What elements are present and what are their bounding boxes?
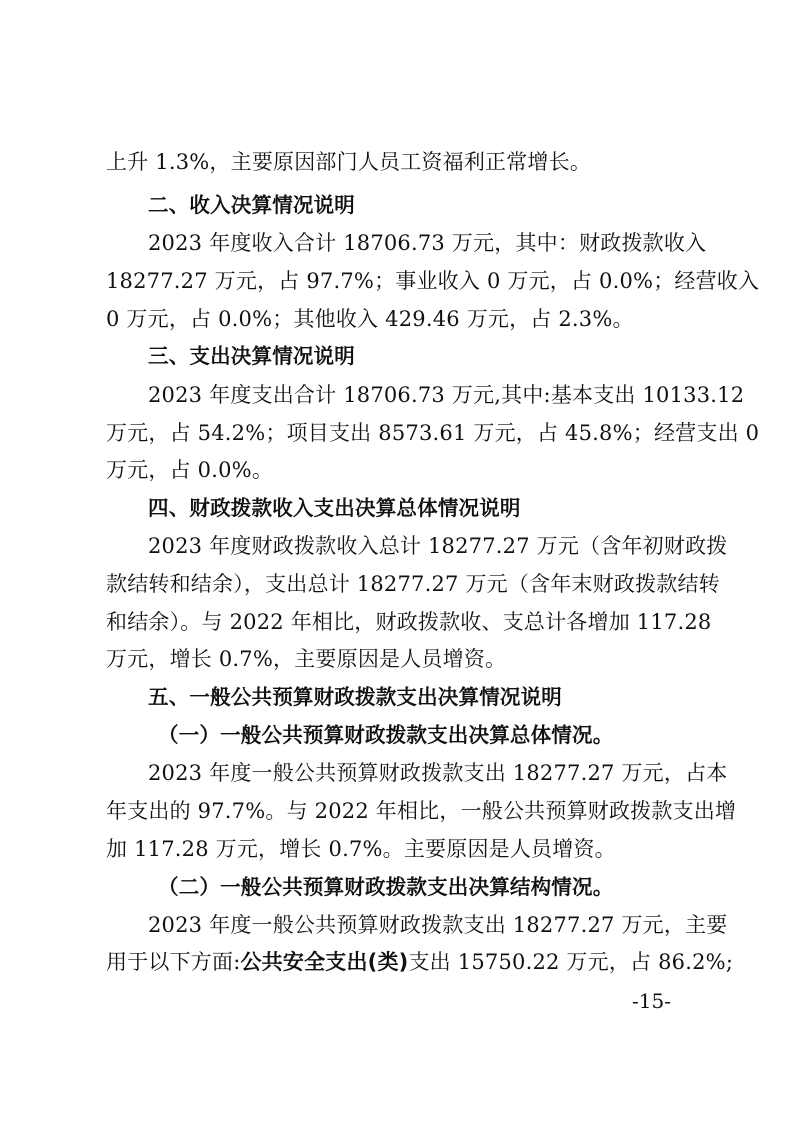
paragraph-line: 款结转和结余），支出总计 18277.27 万元（含年末财政拨款结转 [106, 572, 720, 596]
paragraph-line: 2023 年度收入合计 18706.73 万元，其中：财政拨款收入 [148, 231, 707, 255]
section-heading-fiscal-appropriation: 四、财政拨款收入支出决算总体情况说明 [148, 496, 521, 520]
section-heading-income: 二、收入决算情况说明 [148, 193, 355, 217]
paragraph-line: 2023 年度财政拨款收入总计 18277.27 万元（含年初财政拨 [148, 534, 728, 558]
paragraph-line: 加 117.28 万元，增长 0.7%。主要原因是人员增资。 [106, 837, 616, 861]
subsection-heading-overall: （一）一般公共预算财政拨款支出决算总体情况。 [158, 723, 614, 747]
section-heading-expenditure: 三、支出决算情况说明 [148, 344, 355, 368]
section-heading-general-budget: 五、一般公共预算财政拨款支出决算情况说明 [148, 685, 562, 709]
paragraph-line: 2023 年度一般公共预算财政拨款支出 18277.27 万元，主要 [148, 913, 728, 937]
last-line-prefix: 用于以下方面: [106, 950, 241, 974]
paragraph-line: 万元，占 54.2%；项目支出 8573.61 万元，占 45.8%；经营支出 0 [106, 421, 760, 445]
paragraph-line-last [106, 947, 734, 977]
paragraph-line: 上升 1.3%，主要原因部门人员工资福利正常增长。 [106, 150, 592, 174]
paragraph-line: 万元，增长 0.7%，主要原因是人员增资。 [106, 647, 507, 671]
last-line-suffix: 支出 15750.22 万元，占 86.2%; [408, 950, 734, 974]
subsection-heading-structure: （二）一般公共预算财政拨款支出决算结构情况。 [158, 875, 614, 899]
last-line-bold-category: 公共安全支出(类) [240, 950, 409, 974]
paragraph-line: 18277.27 万元，占 97.7%；事业收入 0 万元，占 0.0%；经营收入 [106, 269, 760, 293]
paragraph-line: 0 万元，占 0.0%；其他收入 429.46 万元，占 2.3%。 [106, 307, 634, 331]
page-number: -15- [632, 989, 671, 1013]
paragraph-line: 2023 年度支出合计 18706.73 万元,其中:基本支出 10133.12 [148, 383, 745, 407]
paragraph-line: 万元，占 0.0%。 [106, 458, 274, 482]
paragraph-line: 和结余）。与 2022 年相比，财政拨款收、支总计各增加 117.28 [106, 610, 712, 634]
paragraph-line: 2023 年度一般公共预算财政拨款支出 18277.27 万元，占本 [148, 761, 728, 785]
paragraph-line: 年支出的 97.7%。与 2022 年相比，一般公共预算财政拨款支出增 [106, 799, 737, 823]
